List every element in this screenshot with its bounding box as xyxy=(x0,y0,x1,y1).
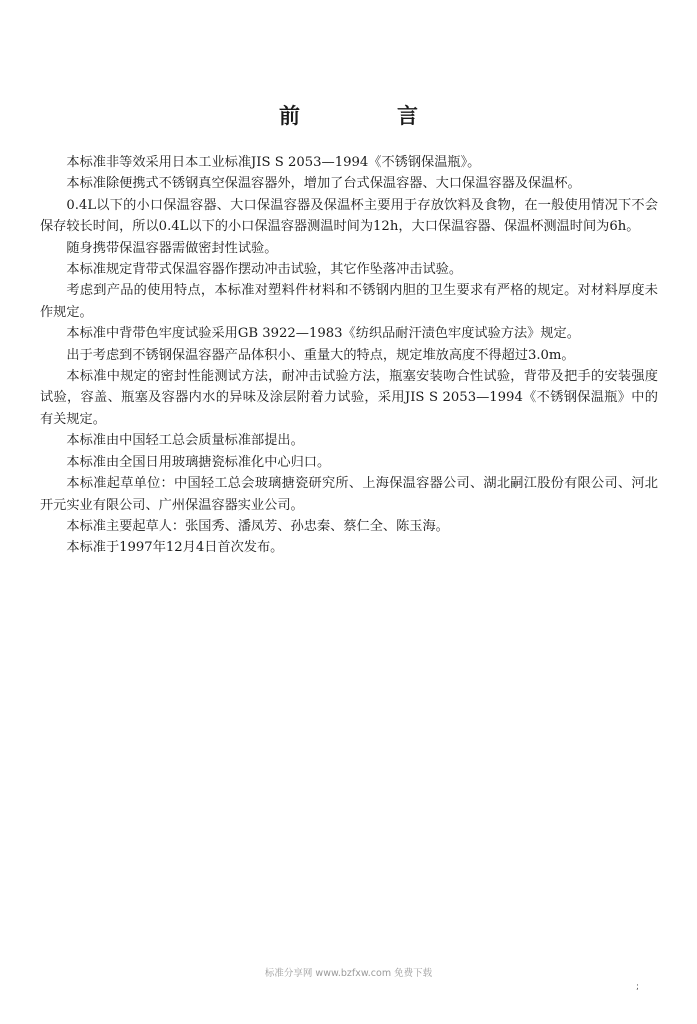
footer-watermark[interactable]: 标准分享网 www.bzfxw.com 免费下载 xyxy=(264,968,433,979)
paragraph-14: 本标准于1997年12月4日首次发布。 xyxy=(66,540,284,556)
paragraph-1: 本标准非等效采用日本工业标准JIS S 2053—1994《不锈钢保温瓶》。 xyxy=(66,155,481,170)
paragraph-6: 考虑到产品的使用特点，本标准对塑料件材料和不锈钢内胆的卫生要求有严格的规定。对材料厚度未作规定。 xyxy=(40,283,658,320)
paragraph-12: 本标准起草单位：中国轻工总会玻璃搪瓷研究所、上海保温容器公司、湖北嗣江股份有限公司、河北开元实业有限公司、广州保温容器实业公司。 xyxy=(40,476,658,513)
paragraph-13: 本标准主要起草人：张国秀、潘凤芳、孙忠秦、蔡仁全、陈玉海。 xyxy=(66,518,449,534)
page-title: 前 言 xyxy=(279,104,456,128)
paragraph-11: 本标准由全国日用玻璃搪瓷标准化中心归口。 xyxy=(66,454,331,470)
corner-mark: ; xyxy=(636,982,640,992)
paragraph-10: 本标准由中国轻工总会质量标准部提出。 xyxy=(66,433,304,449)
paragraph-5: 本标准规定背带式保温容器作摆动冲击试验，其它作坠落冲击试验。 xyxy=(66,262,463,278)
document-body xyxy=(40,152,658,559)
paragraph-4: 随身携带保温容器需做密封性试验。 xyxy=(66,240,278,256)
paragraph-3: 0.4L以下的小口保温容器、大口保温容器及保温杯主要用于存放饮料及食物，在一般使用情况下不会保存较长时间，所以0.4L以下的小口保温容器测温时间为12h，大口保温容器、保温杯测温时间为6h。 xyxy=(40,197,658,235)
paragraph-7: 本标准中背带色牢度试验采用GB 3922—1983《纺织品耐汗渍色牢度试验方法》规定。 xyxy=(66,326,580,342)
paragraph-9: 本标准中规定的密封性能测试方法，耐冲击试验方法，瓶塞安装吻合性试验，背带及把手的安装强度试验，容盖、瓶塞及容器内水的异味及涂层附着力试验，采用JIS S 2053—1994《不锈钢保温瓶》中的有关规定。 xyxy=(40,369,658,427)
paragraph-8: 出于考虑到不锈钢保温容器产品体积小、重量大的特点，规定堆放高度不得超过3.0m。 xyxy=(66,347,575,363)
paragraph-2: 本标准除便携式不锈钢真空保温容器外，增加了台式保温容器、大口保温容器及保温杯。 xyxy=(66,176,581,192)
